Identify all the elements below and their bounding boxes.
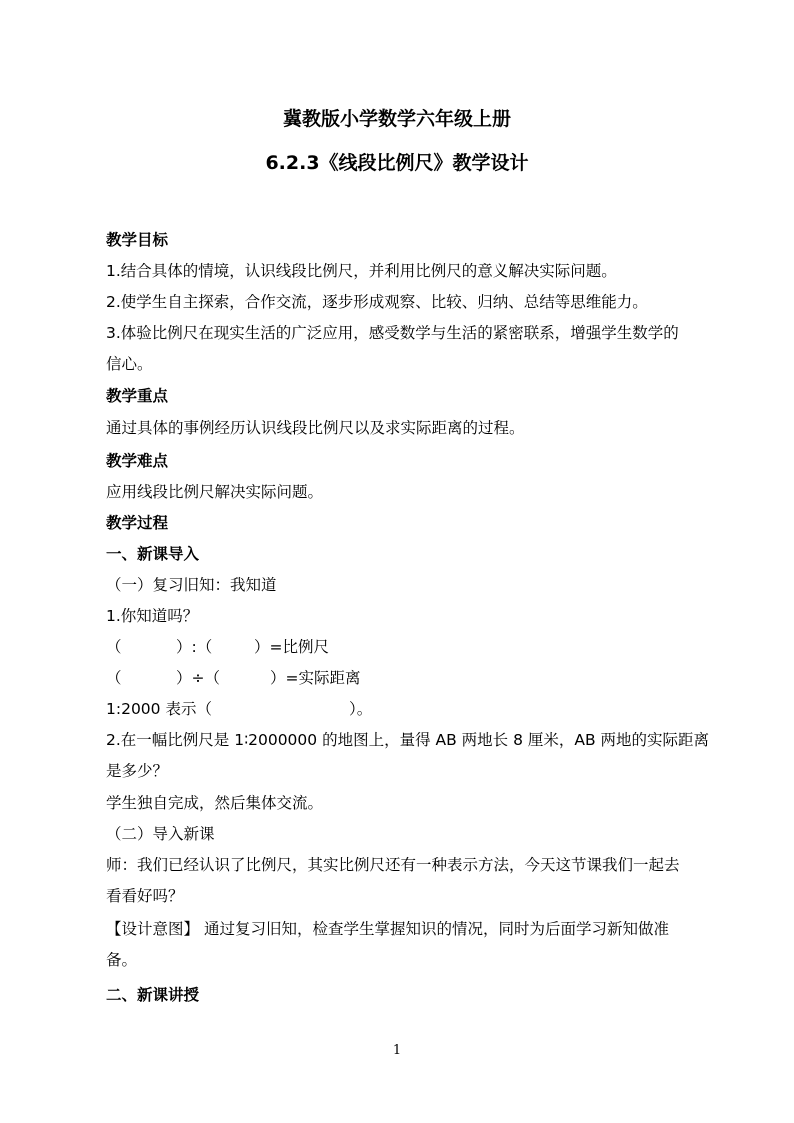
- bracket-mid: ）÷（: [176, 669, 220, 687]
- blank-line-meaning: [106, 697, 706, 719]
- design-intent-line-1: [106, 917, 706, 939]
- part-1-sub-1: （一）复习旧知：我知道: [106, 576, 277, 594]
- process-heading: 教学过程: [106, 514, 169, 532]
- bracket-open: （: [106, 669, 122, 687]
- goals-heading: 教学目标: [106, 231, 169, 249]
- key-points-heading: 教学重点: [106, 387, 169, 405]
- meaning-end: ）。: [349, 700, 373, 718]
- design-intent-text: 通过复习旧知，检查学生掌握知识的情况，同时为后面学习新知做准: [199, 920, 669, 938]
- part-2-heading: 二、新课讲授: [106, 986, 200, 1004]
- goal-3-line-1: 3.体验比例尺在现实生活的广泛应用，感受数学与生活的紧密联系，增强学生数学的: [106, 324, 679, 342]
- goal-3-line-2: 信心。: [106, 355, 153, 373]
- document-title: 冀教版小学数学六年级上册: [282, 108, 511, 130]
- design-intent-label: 【设计意图】: [106, 920, 200, 938]
- formula-result: ）=比例尺: [254, 638, 329, 656]
- blank-line-distance: [106, 666, 706, 688]
- part-1-sub-2: （二）导入新课: [106, 825, 215, 843]
- teacher-line-1: 师：我们已经认识了比例尺，其实比例尺还有一种表示方法，今天这节课我们一起去: [106, 856, 680, 874]
- question-2-line-2: 是多少？: [106, 762, 169, 780]
- goal-1: 1.结合具体的情境，认识线段比例尺，并利用比例尺的意义解决实际问题。: [106, 262, 617, 280]
- goal-2: 2.使学生自主探索，合作交流，逐步形成观察、比较、归纳、总结等思维能力。: [106, 293, 648, 311]
- design-intent-line-2: 备。: [106, 951, 138, 969]
- document-subtitle: 6.2.3《线段比例尺》教学设计: [265, 152, 529, 174]
- question-2-note: 学生独自完成，然后集体交流。: [106, 794, 324, 812]
- bracket-open: （: [106, 638, 122, 656]
- difficulty-text: 应用线段比例尺解决实际问题。: [106, 483, 324, 501]
- question-1: 1.你知道吗？: [106, 607, 199, 625]
- difficulty-heading: 教学难点: [106, 452, 169, 470]
- bracket-mid: ）:（: [176, 638, 213, 656]
- meaning-prompt: 1:2000 表示（: [106, 700, 212, 718]
- part-1-heading: 一、新课导入: [106, 545, 200, 563]
- question-2-line-1: 2.在一幅比例尺是 1∶2000000 的地图上，量得 AB 两地长 8 厘米，AB 两地的实际距离: [106, 731, 710, 749]
- formula-result: ）=实际距离: [270, 669, 361, 687]
- page-number: 1: [392, 1043, 402, 1058]
- teacher-line-2: 看看好吗？: [106, 887, 184, 905]
- key-points-text: 通过具体的事例经历认识线段比例尺以及求实际距离的过程。: [106, 419, 525, 437]
- blank-line-scale: [106, 635, 706, 657]
